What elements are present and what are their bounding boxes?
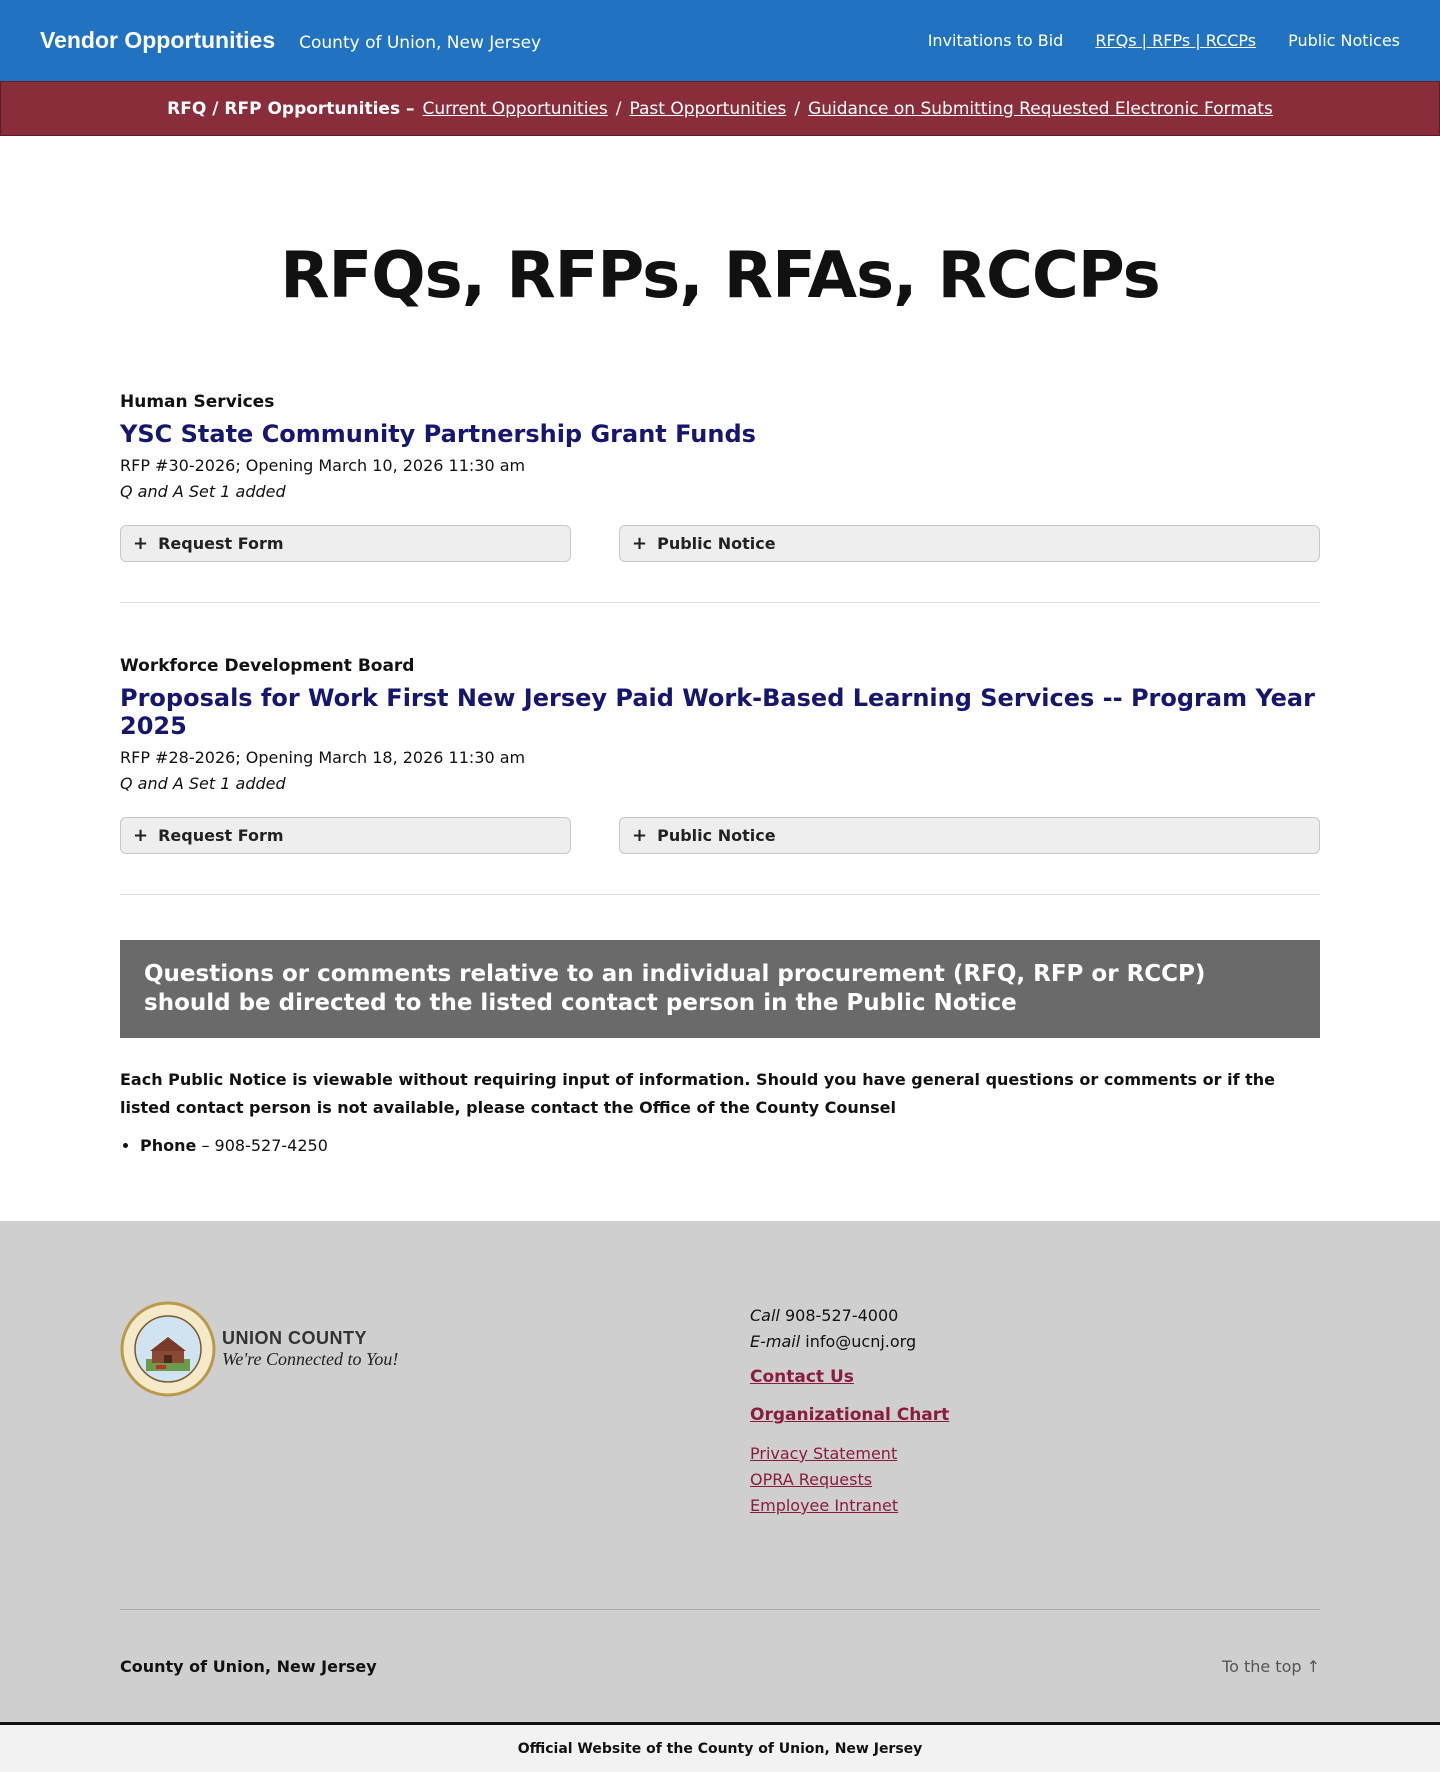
organizational-chart-link[interactable]: Organizational Chart [750, 1405, 950, 1425]
plus-icon: + [632, 825, 648, 846]
footer-divider [120, 1609, 1320, 1610]
contact-phone-label: Phone [140, 1136, 197, 1156]
email-value[interactable]: info@ucnj.org [805, 1332, 917, 1351]
divider [120, 894, 1320, 895]
accordion-label: Public Notice [657, 534, 776, 553]
contact-separator: – [201, 1136, 210, 1156]
site-title-link[interactable]: Vendor Opportunities [40, 27, 276, 53]
request-form-accordion[interactable] [120, 817, 571, 854]
employee-intranet-link[interactable]: Employee Intranet [750, 1496, 899, 1515]
subnav-guidance-link[interactable]: Guidance on Submitting Requested Electronic Formats [808, 98, 1273, 119]
page-title: RFQs, RFPs, RFAs, RCCPs [280, 239, 1160, 313]
site-header [0, 0, 1440, 81]
nav-public-notices[interactable]: Public Notices [1288, 31, 1400, 50]
nav-invitations-to-bid[interactable]: Invitations to Bid [927, 31, 1064, 50]
opportunity-note: Q and A Set 1 added [120, 482, 286, 501]
union-county-logo[interactable] [120, 1301, 398, 1397]
footer-email [750, 1329, 949, 1355]
contact-list [120, 1136, 1320, 1155]
site-subtitle: County of Union, New Jersey [299, 33, 542, 53]
sub-nav-bar [0, 81, 1440, 136]
plus-icon: + [133, 533, 149, 554]
opportunity-title-link[interactable]: YSC State Community Partnership Grant Funds [120, 420, 756, 448]
contact-phone-value: 908-527-4250 [214, 1136, 328, 1156]
accordion-label: Request Form [158, 534, 284, 553]
subnav-lead: RFQ / RFP Opportunities – [167, 98, 415, 119]
opportunity-item [120, 392, 1320, 603]
questions-callout: Questions or comments relative to an individual procurement (RFQ, RFP or RCCP) should be directed to the listed contact person in the Public Notice [120, 940, 1320, 1038]
subnav-past-opportunities[interactable]: Past Opportunities [629, 98, 787, 119]
contact-phone-item [140, 1136, 1320, 1155]
footer-call [750, 1303, 949, 1329]
top-nav [928, 31, 1400, 50]
brand [40, 27, 541, 54]
call-value[interactable]: 908-527-4000 [784, 1306, 899, 1325]
accordion-label: Public Notice [657, 826, 776, 845]
opportunity-department: Workforce Development Board [120, 656, 415, 676]
opportunity-meta: RFP #28-2026; Opening March 18, 2026 11:30 am [120, 748, 526, 767]
call-label: Call [750, 1306, 780, 1325]
county-seal-icon [120, 1301, 216, 1397]
public-notice-accordion[interactable] [619, 525, 1320, 562]
opra-requests-link[interactable]: OPRA Requests [750, 1470, 873, 1489]
footer-county-name: County of Union, New Jersey [120, 1657, 377, 1676]
logo-tagline: We're Connected to You! [222, 1349, 399, 1369]
opportunity-note: Q and A Set 1 added [120, 774, 286, 793]
privacy-statement-link[interactable]: Privacy Statement [750, 1444, 898, 1463]
subnav-separator: / [794, 98, 801, 119]
main-content [120, 239, 1320, 1156]
official-website-bar: Official Website of the County of Union, New Jersey [0, 1722, 1440, 1772]
subnav-current-opportunities[interactable]: Current Opportunities [422, 98, 608, 119]
public-notice-accordion[interactable] [619, 817, 1320, 854]
logo-name: UNION COUNTY [222, 1328, 367, 1348]
opportunity-item [120, 656, 1320, 895]
opportunity-title-link[interactable]: Proposals for Work First New Jersey Paid Work-Based Learning Services -- Program Year 2025 [120, 684, 1315, 740]
accordion-label: Request Form [158, 826, 284, 845]
county-counsel-paragraph: Each Public Notice is viewable without requiring input of information. Should you have general questions or comments or if the listed contact person is not available, please contact the Office of the County Counsel [120, 1070, 1276, 1118]
logo-text [222, 1328, 398, 1370]
divider [120, 602, 1320, 603]
accordion-row [120, 525, 1320, 562]
email-label: E-mail [750, 1332, 801, 1351]
opportunity-meta: RFP #30-2026; Opening March 10, 2026 11:30 am [120, 456, 526, 475]
site-footer [0, 1221, 1440, 1722]
subnav-separator: / [615, 98, 622, 119]
opportunity-department: Human Services [120, 392, 275, 412]
plus-icon: + [632, 533, 648, 554]
footer-contact [750, 1303, 949, 1519]
contact-us-link[interactable]: Contact Us [750, 1367, 854, 1387]
to-the-top-link[interactable]: To the top ↑ [1222, 1657, 1320, 1676]
plus-icon: + [133, 825, 149, 846]
nav-rfqs-rfps-rccps[interactable]: RFQs | RFPs | RCCPs [1095, 31, 1257, 50]
accordion-row [120, 817, 1320, 854]
request-form-accordion[interactable] [120, 525, 571, 562]
